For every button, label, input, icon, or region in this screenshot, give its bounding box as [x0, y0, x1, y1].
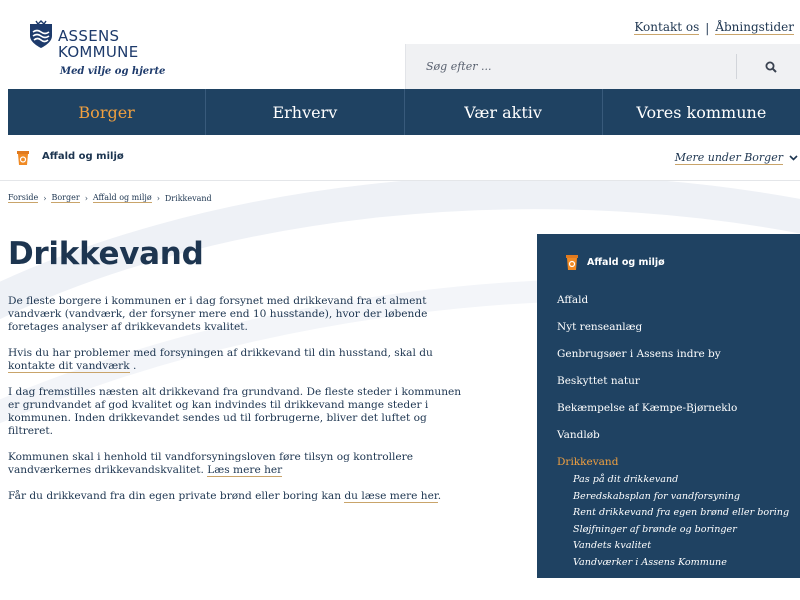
chevron-right-icon: ›: [156, 193, 160, 203]
paragraph-3: I dag fremstilles næsten alt drikkevand fra grundvand. De fleste steder i kommunen er grundvandet af god kvalitet og kan indvindes til drikkevand mange steder i kommunen. Inden drikkevandet sendes ud til forbrugerne, bliver det luftet og filtreret.: [8, 386, 462, 437]
side-nav: [537, 234, 800, 578]
top-links-separator: |: [705, 20, 710, 35]
article-content: [8, 295, 473, 516]
side-nav-item-nyt-renseanlaeg[interactable]: Nyt renseanlæg: [557, 321, 643, 333]
paragraph-5: [8, 490, 473, 503]
side-nav-subitem-rent-drikkevand[interactable]: Rent drikkevand fra egen brønd eller boring: [573, 507, 790, 518]
logo-name-line1: ASSENS: [58, 27, 120, 45]
site-header: [0, 0, 800, 90]
side-nav-subitem-pas-paa-drikkevand[interactable]: Pas på dit drikkevand: [573, 474, 679, 485]
paragraph-4: [8, 451, 473, 477]
search-bar: [405, 44, 800, 89]
logo-name: [58, 28, 138, 60]
trash-bin-icon: [565, 254, 579, 271]
trash-bin-icon: [16, 150, 30, 166]
side-nav-item-vandlob[interactable]: Vandløb: [557, 429, 600, 441]
main-nav-vaer-aktiv[interactable]: Vær aktiv: [405, 89, 603, 135]
contact-link[interactable]: Kontakt os: [634, 20, 700, 34]
opening-hours-link[interactable]: Åbningstider: [715, 20, 794, 34]
main-nav-borger[interactable]: Borger: [8, 89, 206, 135]
search-icon: [765, 61, 777, 73]
side-nav-item-bjorneklo[interactable]: Bekæmpelse af Kæmpe-Bjørneklo: [557, 402, 738, 414]
logo-name-line2: KOMMUNE: [58, 43, 139, 61]
side-nav-title: Affald og miljø: [587, 257, 665, 268]
chevron-right-icon: ›: [84, 193, 88, 203]
search-button[interactable]: [751, 56, 791, 78]
paragraph-5-end: .: [437, 490, 442, 502]
breadcrumb-forside[interactable]: Forside: [8, 193, 39, 202]
contact-waterworks-link[interactable]: kontakte dit vandværk: [8, 360, 130, 372]
side-nav-list: [537, 290, 800, 571]
paragraph-4-text: Kommunen skal i henhold til vandforsyningsloven føre tilsyn og kontrollere vandværkernes drikkevandskvalitet.: [8, 451, 413, 476]
assens-crest-icon: [28, 20, 54, 50]
breadcrumb-current: Drikkevand: [164, 193, 212, 203]
paragraph-1: De fleste borgere i kommunen er i dag forsynet med drikkevand fra et alment vandværk (vandværk, der forsyner mere end 10 husstande), hvor der løbende foretages analyser af drikkevandets kvalitet.: [8, 295, 428, 333]
side-nav-subitem-vandvaerker[interactable]: Vandværker i Assens Kommune: [573, 556, 727, 568]
side-nav-item-affald[interactable]: Affald: [557, 294, 589, 306]
main-nav-vores-kommune[interactable]: Vores kommune: [636, 102, 767, 122]
paragraph-2-text: Hvis du har problemer med forsyningen af drikkevand til din husstand, skal du: [8, 347, 433, 359]
main-nav-erhverv[interactable]: Erhverv: [206, 89, 404, 135]
main-nav: [8, 89, 800, 135]
side-nav-subitem-beredskabsplan[interactable]: Beredskabsplan for vandforsyning: [573, 490, 741, 502]
chevron-down-icon: [789, 155, 798, 161]
side-nav-subitem-slojfninger[interactable]: Sløjfninger af brønde og boringer: [573, 523, 737, 535]
side-nav-item-drikkevand[interactable]: Drikkevand: [557, 456, 619, 468]
read-more-link[interactable]: Læs mere her: [207, 464, 283, 476]
top-links: [634, 20, 794, 35]
paragraph-2: [8, 347, 473, 373]
breadcrumb-affald-og-miljo[interactable]: Affald og miljø: [92, 193, 152, 202]
side-nav-item-genbrugsoer[interactable]: Genbrugsøer i Assens indre by: [557, 348, 721, 360]
search-input[interactable]: [406, 44, 736, 89]
more-under-borger-label: Mere under Borger: [674, 151, 783, 164]
side-nav-subitem-vandets-kvalitet[interactable]: Vandets kvalitet: [573, 540, 652, 551]
chevron-right-icon: ›: [43, 193, 47, 203]
paragraph-5-text: Får du drikkevand fra din egen private brønd eller boring kan: [8, 490, 345, 502]
breadcrumb-borger[interactable]: Borger: [51, 193, 80, 202]
more-under-borger-dropdown[interactable]: [675, 151, 798, 165]
logo-tagline: Med vilje og hjerte: [60, 66, 166, 77]
section-title-link[interactable]: Affald og miljø: [42, 151, 124, 162]
side-nav-header[interactable]: [565, 254, 665, 271]
paragraph-2-end: .: [129, 360, 137, 372]
page-title: Drikkevand: [8, 236, 204, 272]
section-bar: [0, 135, 800, 181]
side-nav-item-beskyttet-natur[interactable]: Beskyttet natur: [557, 375, 640, 387]
private-well-read-more-link[interactable]: du læse mere her: [344, 490, 438, 502]
search-divider: [736, 54, 737, 79]
breadcrumb: [8, 193, 212, 203]
